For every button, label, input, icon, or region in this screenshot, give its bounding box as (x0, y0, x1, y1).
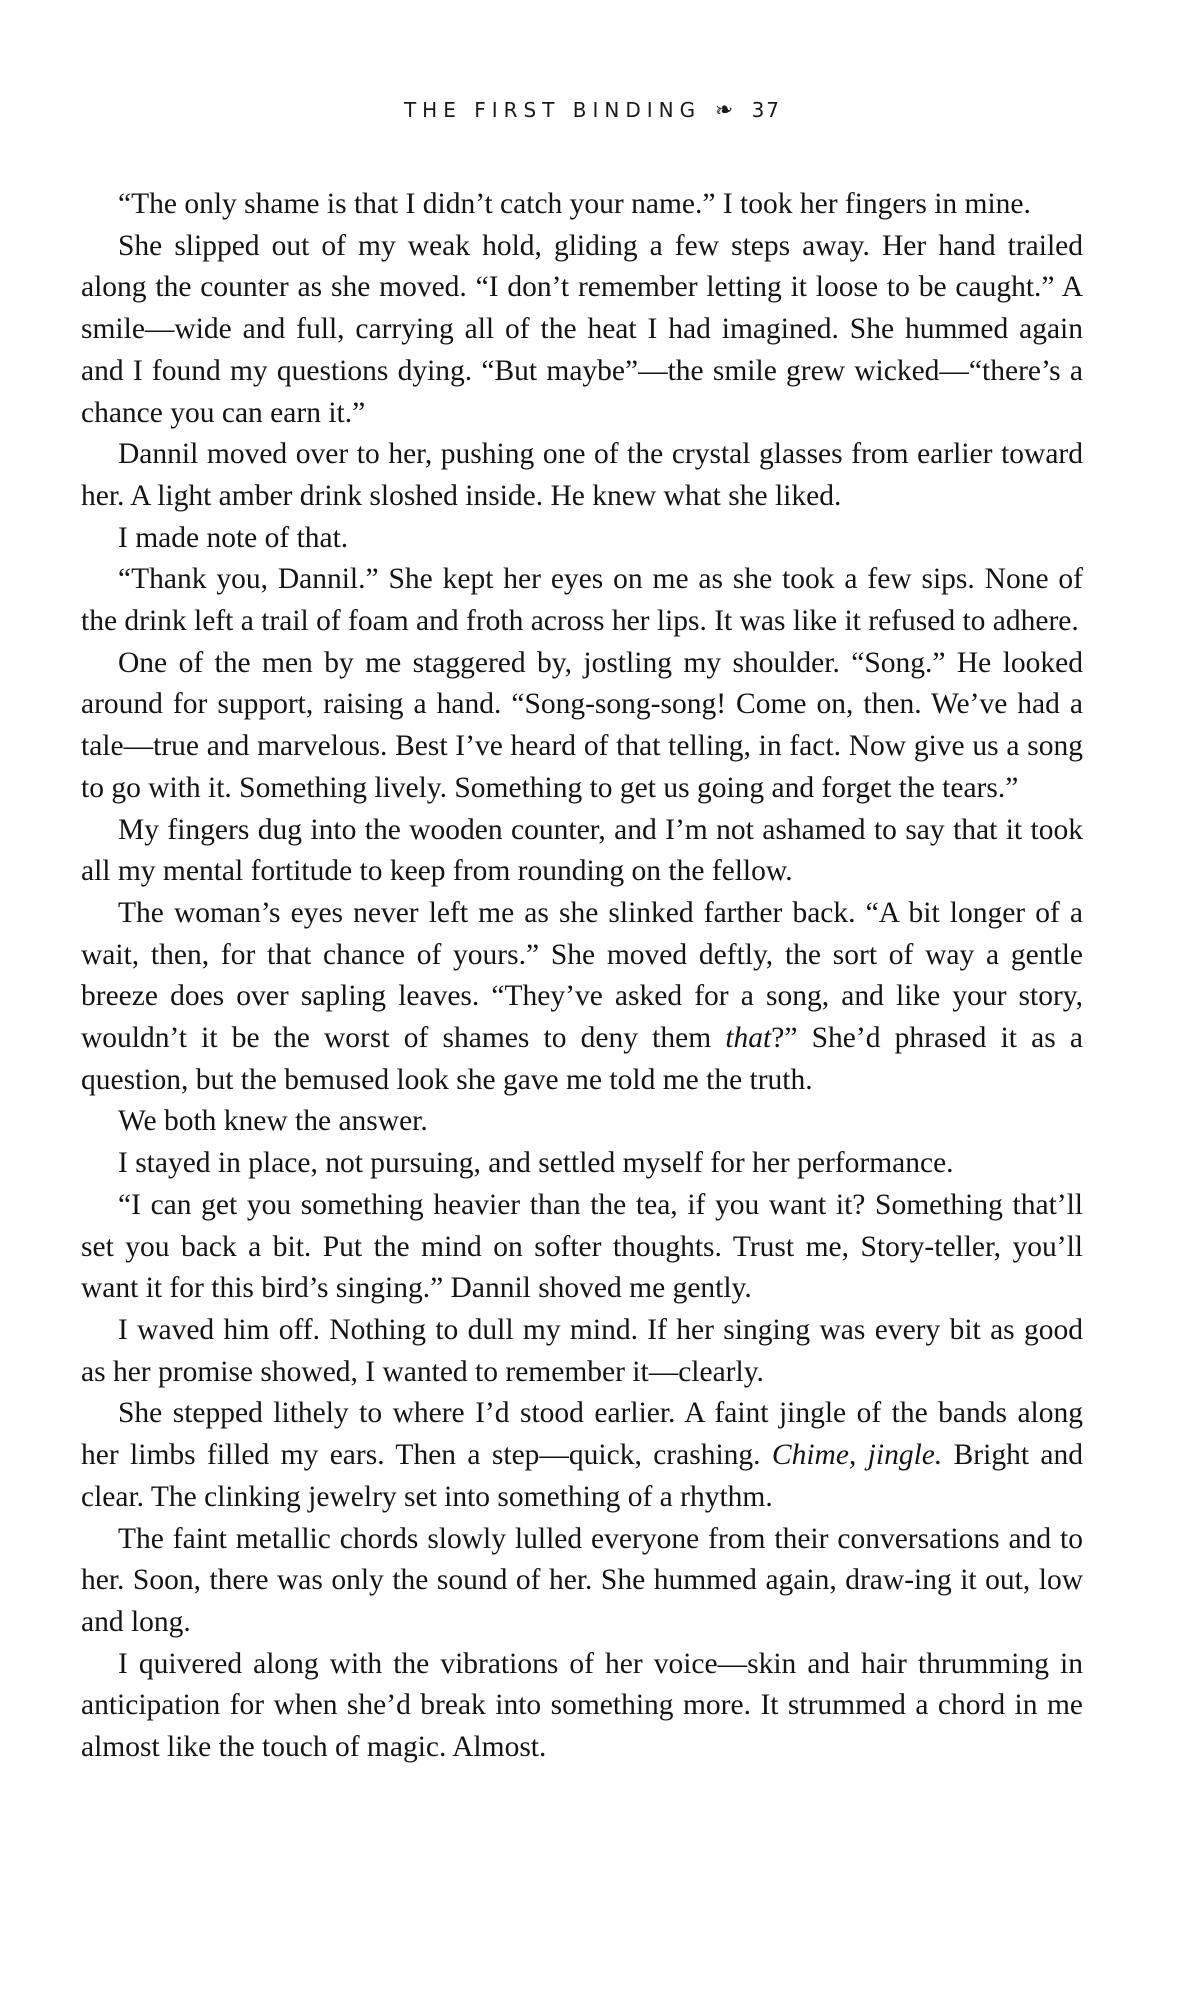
paragraph: She slipped out of my weak hold, gliding a few steps away. Her hand trailed along the counter as she moved. “I don’t remember letting it loose to be caught.” A smile—wide and full, carrying all of the heat I had imagined. She hummed again and I found my questions dying. “But maybe”—the smile grew wicked—“there’s a chance you can earn it.” (81, 229, 1083, 429)
paragraph: Dannil moved over to her, pushing one of the crystal glasses from earlier toward her. A light amber drink sloshed inside. He knew what she liked. (81, 438, 1083, 512)
paragraph (81, 1393, 1083, 1518)
paragraph: The faint metallic chords slowly lulled everyone from their conversations and to her. Soon, there was only the sound of her. She hummed again, draw-ing it out, low and long. (81, 1522, 1083, 1638)
text-run: The woman’s eyes never left me as she slinked farther back. “A bit longer of a wait, then, for that chance of yours.” She moved deftly, the sort of way a gentle breeze does over sapling leaves. “They’ve asked for a song, and like your story, wouldn’t it be the worst of shames to deny them (81, 896, 1083, 1055)
paragraph (81, 893, 1083, 1102)
running-header (0, 98, 1185, 123)
text-run: Bright and clear. The clinking jewelry set into something of a rhythm. (81, 1439, 1083, 1513)
paragraph: My fingers dug into the wooden counter, and I’m not ashamed to say that it took all my mental fortitude to keep from rounding on the fellow. (81, 813, 1083, 888)
italic-text: that (725, 1022, 772, 1055)
body-text (81, 184, 1083, 1769)
text-run: She stepped lithely to where I’d stood earlier. A faint jingle of the bands along her limbs filled my ears. Then a step—quick, crashing. (81, 1397, 1083, 1472)
paragraph: “The only shame is that I didn’t catch your name.” I took her fingers in mine. (118, 188, 1031, 220)
paragraph: One of the men by me staggered by, jostling my shoulder. “Song.” He looked around for support, raising a hand. “Song-song-song! Come on, then. We’ve had a tale—true and marvelous. Best I’ve heard of that telling, in fact. Now give us a song to go with it. Something lively. Something to get us going and forget the tears.” (81, 646, 1083, 804)
page-number: 37 (751, 98, 782, 122)
paragraph: I stayed in place, not pursuing, and settled myself for her performance. (118, 1147, 954, 1180)
running-title: THE FIRST BINDING (403, 98, 702, 122)
italic-text: Chime, jingle. (771, 1439, 943, 1472)
text-run: ?” She’d phrased it as a question, but the bemused look she gave me told me the truth. (81, 1022, 1083, 1096)
paragraph: I made note of that. (118, 521, 349, 554)
paragraph: “Thank you, Dannil.” She kept her eyes on me as she took a few sips. None of the drink left a trail of foam and froth across her lips. It was like it refused to adhere. (81, 563, 1083, 638)
paragraph: “I can get you something heavier than the tea, if you want it? Something that’ll set you back a bit. Put the mind on softer thoughts. Trust me, Story-teller, you’ll want it for this bird’s singing.” Dannil shoved me gently. (81, 1188, 1083, 1305)
paragraph: I quivered along with the vibrations of her voice—skin and hair thrumming in anticipation for when she’d break into something more. It strummed a chord in me almost like the touch of magic. Almost. (81, 1647, 1083, 1764)
paragraph: I waved him off. Nothing to dull my mind. If her singing was every bit as good as her promise showed, I wanted to remember it—clearly. (81, 1313, 1083, 1388)
fleuron-icon: ❧ (713, 96, 736, 125)
paragraph: We both knew the answer. (118, 1105, 428, 1138)
